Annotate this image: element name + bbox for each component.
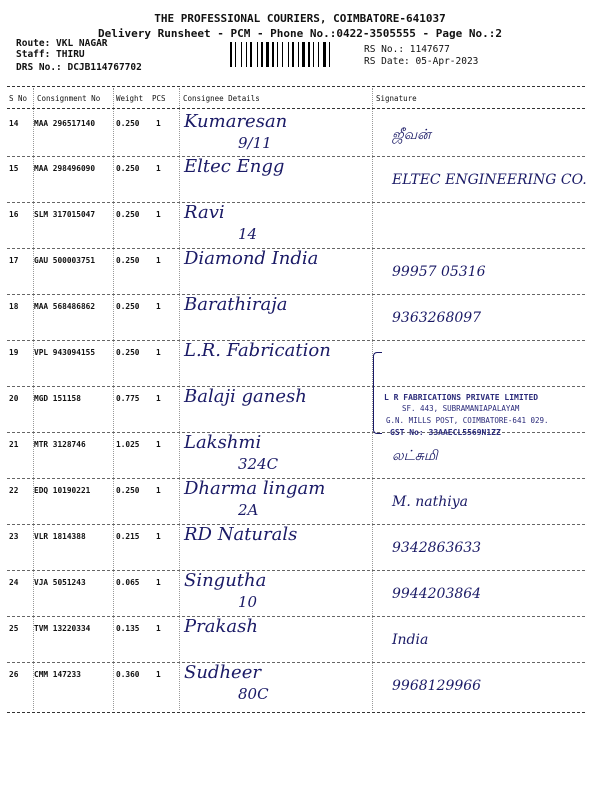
row-weight: 0.360: [116, 670, 140, 679]
row-consignee-name: L.R. Fabrication: [184, 340, 331, 361]
row-consignee-address: 324C: [238, 455, 279, 473]
row-pcs: 1: [156, 302, 161, 311]
barcode-bar: [323, 42, 326, 67]
barcode-bar: [253, 42, 256, 67]
row-sno: 19: [9, 348, 19, 357]
barcode-bar: [248, 42, 249, 67]
row-weight: 0.250: [116, 210, 140, 219]
row-signature: 9944203864: [392, 586, 482, 602]
row-signature: 9363268097: [392, 310, 482, 326]
col-header-sno: S No: [9, 94, 28, 103]
row-separator: [7, 616, 585, 617]
barcode-bar: [233, 42, 234, 67]
row-consignee-name: Barathiraja: [184, 294, 288, 315]
row-signature: 99957 05316: [392, 264, 486, 280]
rs-date: RS Date: 05-Apr-2023: [364, 56, 479, 67]
barcode-bar: [259, 42, 260, 67]
row-pcs: 1: [156, 119, 161, 128]
row-signature: M. nathiya: [392, 494, 468, 510]
row-separator: [7, 294, 585, 295]
barcode-bar: [320, 42, 322, 67]
row-weight: 0.250: [116, 486, 140, 495]
row-consignee-address: 10: [238, 593, 258, 611]
barcode-bar: [302, 42, 305, 67]
row-consignment-no: MAA 568486862: [34, 302, 96, 311]
row-pcs: 1: [156, 670, 161, 679]
row-pcs: 1: [156, 348, 161, 357]
barcode-bar: [298, 42, 299, 67]
barcode-bar: [292, 42, 294, 67]
row-sno: 26: [9, 670, 19, 679]
barcode-bar: [257, 42, 258, 67]
row-weight: 0.250: [116, 119, 140, 128]
company-stamp-line3: G.N. MILLS POST, COIMBATORE-641 029.: [386, 416, 549, 425]
runsheet-subtitle: Delivery Runsheet - PCM - Phone No.:0422-3505555 - Page No.:2: [98, 27, 502, 40]
row-weight: 0.250: [116, 348, 140, 357]
row-signature: 9342863633: [392, 540, 482, 556]
barcode-bar: [331, 42, 333, 67]
row-pcs: 1: [156, 210, 161, 219]
barcode-bar: [284, 42, 287, 67]
barcode-bar: [277, 42, 278, 67]
row-sno: 25: [9, 624, 19, 633]
barcode-bar: [237, 42, 240, 67]
barcode-bar: [315, 42, 317, 67]
row-consignment-no: SLM 317015047: [34, 210, 96, 219]
row-pcs: 1: [156, 164, 161, 173]
company-stamp-line1: L R FABRICATIONS PRIVATE LIMITED: [384, 393, 539, 402]
barcode-bar: [300, 42, 301, 67]
row-consignee-name: Balaji ganesh: [184, 386, 307, 407]
row-sno: 20: [9, 394, 19, 403]
barcode-bar: [295, 42, 297, 67]
table-top-rule: [7, 86, 585, 87]
row-consignment-no: GAU 500003751: [34, 256, 96, 265]
row-signature: India: [392, 632, 429, 648]
barcode-bar: [311, 42, 312, 67]
barcode-bar: [288, 42, 289, 67]
header-bottom-rule: [7, 108, 585, 109]
barcode-bar: [282, 42, 283, 67]
barcode-bar: [308, 42, 310, 67]
col-header-pcs: PCS: [152, 94, 166, 103]
row-weight: 0.135: [116, 624, 140, 633]
row-weight: 0.215: [116, 532, 140, 541]
row-consignee-name: Prakash: [184, 616, 258, 637]
row-pcs: 1: [156, 256, 161, 265]
barcode-bar: [313, 42, 314, 67]
barcode-bar: [266, 42, 269, 67]
barcode-bar: [241, 42, 242, 67]
barcode-bar: [272, 42, 274, 67]
row-consignment-no: VLR 1814388: [34, 532, 86, 541]
barcode-bar: [235, 42, 236, 67]
row-consignee-name: Dharma lingam: [184, 478, 326, 499]
row-sno: 15: [9, 164, 19, 173]
row-sno: 18: [9, 302, 19, 311]
company-title: THE PROFESSIONAL COURIERS, COIMBATORE-641037: [154, 12, 446, 25]
row-sno: 22: [9, 486, 19, 495]
row-consignment-no: MTR 3128746: [34, 440, 86, 449]
barcode-bar: [318, 42, 319, 67]
barcode-bar: [230, 42, 232, 67]
drs-number: DRS No.: DCJB114767702: [16, 62, 142, 73]
barcode-bar: [261, 42, 263, 67]
barcode-bar: [270, 42, 271, 67]
row-consignee-name: Diamond India: [184, 248, 319, 269]
row-weight: 0.250: [116, 302, 140, 311]
barcode-bar: [329, 42, 330, 67]
row-consignment-no: VPL 943094155: [34, 348, 96, 357]
col-header-consignment: Consignment No: [37, 94, 101, 103]
barcode-bar: [306, 42, 307, 67]
row-consignee-address: 80C: [238, 685, 269, 703]
barcode-bar: [275, 42, 276, 67]
company-stamp-line4: GST No: 33AAECL5569N1ZZ: [390, 428, 501, 437]
row-consignee-name: Eltec Engg: [184, 156, 285, 177]
row-pcs: 1: [156, 624, 161, 633]
barcode-bar: [243, 42, 245, 67]
row-consignee-name: Singutha: [184, 570, 267, 591]
row-consignee-name: Sudheer: [184, 662, 261, 683]
row-consignment-no: TVM 13220334: [34, 624, 91, 633]
route-label: Route: VKL NAGAR: [16, 38, 108, 49]
row-consignment-no: MAA 296517140: [34, 119, 96, 128]
row-weight: 0.250: [116, 256, 140, 265]
rs-number: RS No.: 1147677: [364, 44, 450, 55]
row-separator: [7, 570, 585, 571]
row-consignment-no: EDQ 10190221: [34, 486, 91, 495]
row-weight: 0.065: [116, 578, 140, 587]
row-signature: ELTEC ENGINEERING CO.: [392, 172, 587, 188]
row-sno: 17: [9, 256, 19, 265]
barcode-bar: [264, 42, 265, 67]
table-bottom-rule: [7, 712, 585, 713]
row-consignment-no: MAA 298496090: [34, 164, 96, 173]
company-stamp-line2: SF. 443, SUBRAMANIAPALAYAM: [402, 404, 520, 413]
staff-label: Staff: THIRU: [16, 49, 85, 60]
row-consignee-name: Kumaresan: [184, 111, 288, 132]
row-sno: 24: [9, 578, 19, 587]
row-consignment-no: VJA 5051243: [34, 578, 86, 587]
row-sno: 14: [9, 119, 19, 128]
row-consignee-name: RD Naturals: [184, 524, 298, 545]
row-consignment-no: CMM 147233: [34, 670, 81, 679]
row-separator: [7, 156, 585, 157]
row-signature: 9968129966: [392, 678, 482, 694]
barcode: [230, 42, 355, 67]
row-consignee-name: Ravi: [184, 202, 225, 223]
row-sno: 23: [9, 532, 19, 541]
col-header-weight: Weight: [116, 94, 144, 103]
row-pcs: 1: [156, 440, 161, 449]
barcode-bar: [327, 42, 328, 67]
row-consignee-address: 9/11: [238, 134, 272, 152]
row-pcs: 1: [156, 486, 161, 495]
barcode-bar: [290, 42, 291, 67]
row-consignee-address: 2A: [238, 501, 259, 519]
row-signature: லட்சுமி: [392, 448, 438, 464]
row-pcs: 1: [156, 578, 161, 587]
row-consignee-name: Lakshmi: [184, 432, 262, 453]
row-weight: 0.775: [116, 394, 140, 403]
signature-bracket: [373, 352, 382, 434]
row-weight: 0.250: [116, 164, 140, 173]
row-pcs: 1: [156, 394, 161, 403]
row-separator: [7, 202, 585, 203]
row-sno: 21: [9, 440, 19, 449]
row-pcs: 1: [156, 532, 161, 541]
row-consignee-address: 14: [238, 225, 258, 243]
barcode-bar: [279, 42, 281, 67]
row-separator: [7, 662, 585, 663]
row-signature: ஜீவன்: [392, 127, 431, 143]
row-sno: 16: [9, 210, 19, 219]
row-consignment-no: MGD 151158: [34, 394, 81, 403]
col-header-consignee: Consignee Details: [183, 94, 260, 103]
col-header-signature: Signature: [376, 94, 417, 103]
barcode-bar: [250, 42, 252, 67]
barcode-bar: [246, 42, 247, 67]
row-weight: 1.025: [116, 440, 140, 449]
